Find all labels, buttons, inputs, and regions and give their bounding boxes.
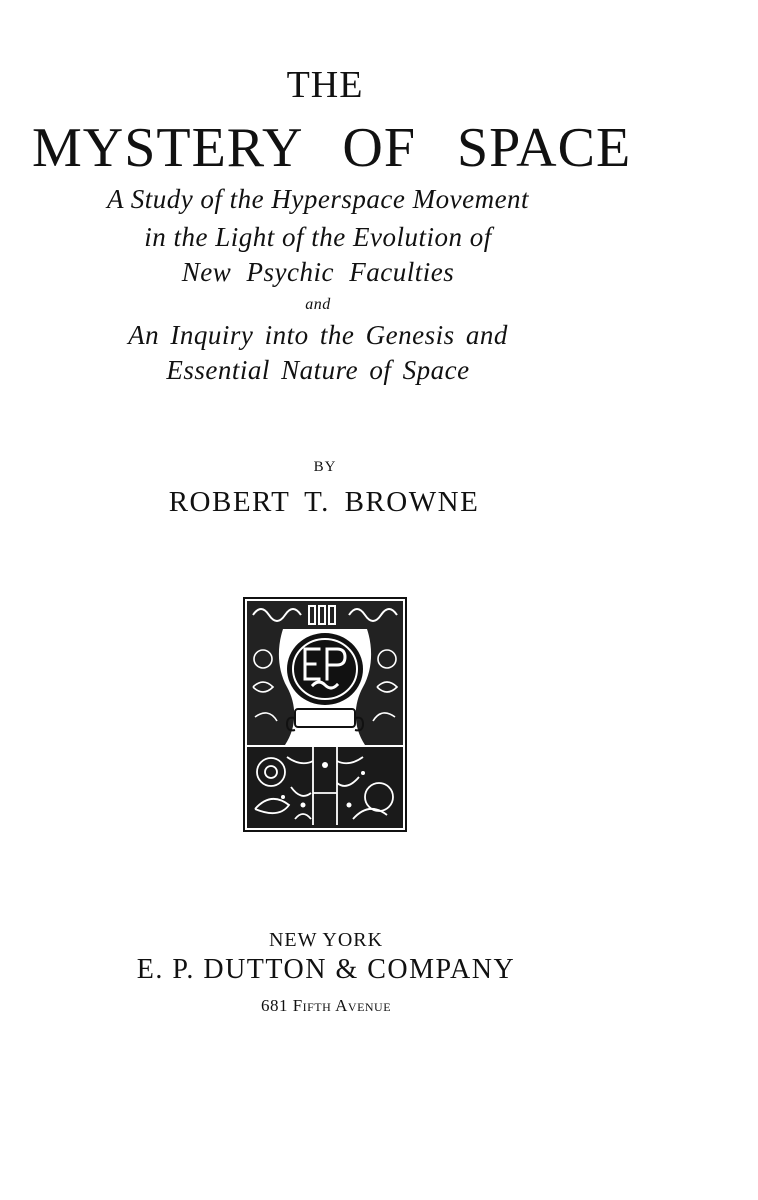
publisher-monogram-emblem-icon [243, 597, 407, 832]
subtitle-line-2: in the Light of the Evolution of [144, 222, 492, 252]
title-the: THE [286, 64, 364, 106]
publisher-address: 681 Fifth Avenue [260, 996, 392, 1015]
publisher-city: NEW YORK [268, 929, 384, 951]
publisher-name: E. P. DUTTON & COMPANY [136, 954, 516, 985]
subtitle-line-1: A Study of the Hyperspace Movement [106, 184, 530, 214]
subtitle-line-3: New Psychic Faculties [181, 257, 455, 287]
author-name: ROBERT T. BROWNE [168, 486, 480, 518]
subtitle-and: and [305, 296, 331, 313]
by-label: BY [313, 459, 337, 475]
subtitle-line-4: An Inquiry into the Genesis and [128, 320, 508, 350]
book-title: MYSTERY OF SPACE [32, 117, 632, 179]
subtitle-line-5: Essential Nature of Space [166, 355, 470, 385]
